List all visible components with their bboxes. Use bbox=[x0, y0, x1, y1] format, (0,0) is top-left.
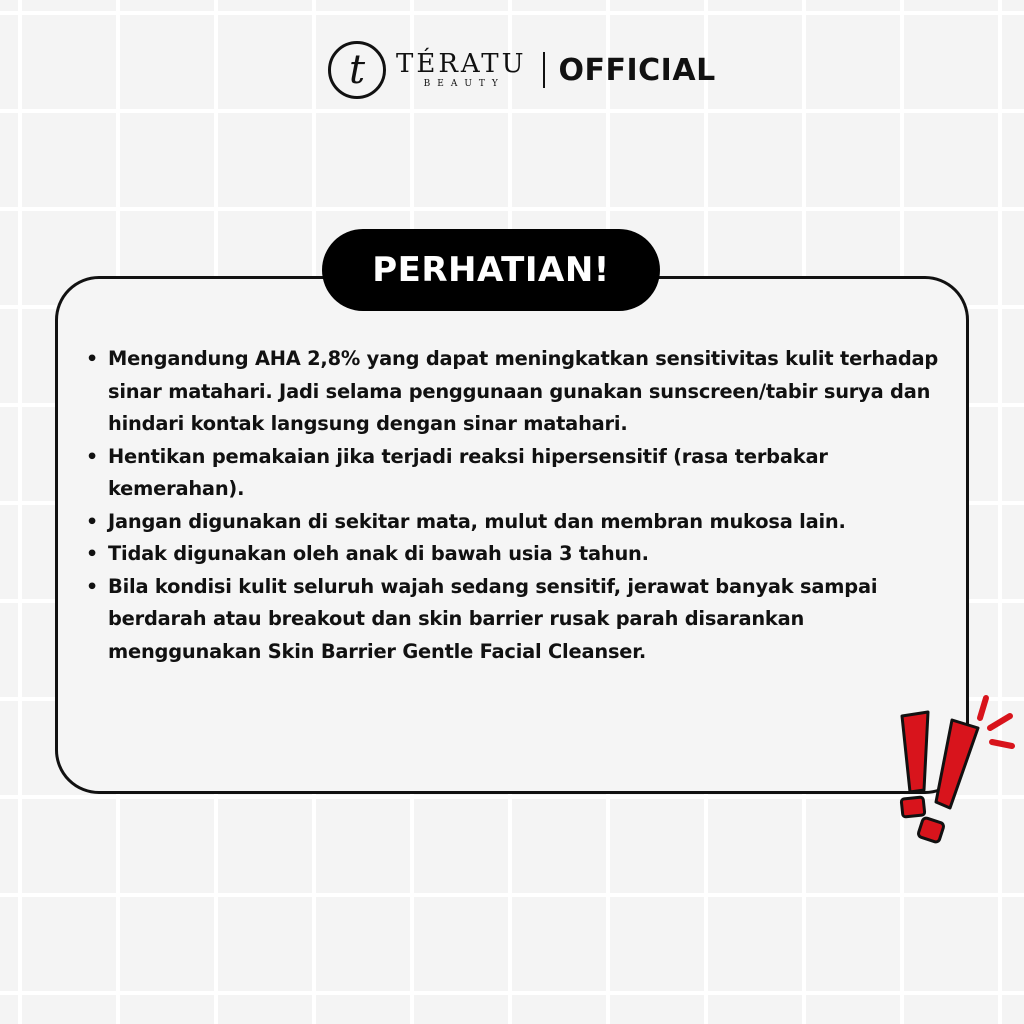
exclamation-bar-right bbox=[936, 720, 978, 808]
brand-name: TÉRATU bbox=[396, 49, 527, 79]
bullet-icon: • bbox=[86, 445, 98, 468]
exclamation-dot-right bbox=[917, 817, 944, 843]
exclamation-bar-left bbox=[902, 712, 928, 792]
brand-header bbox=[328, 38, 716, 102]
exclamation-dot-left bbox=[901, 797, 925, 817]
brand-wordmark bbox=[396, 50, 527, 90]
list-item-text: Bila kondisi kulit seluruh wajah sedang sensitif, jerawat banyak sampai berdarah atau breakout dan skin barrier rusak parah disarankan menggunakan Skin Barrier Gentle Facial Cleanser. bbox=[108, 574, 878, 663]
list-item bbox=[86, 506, 958, 539]
header-divider bbox=[543, 52, 545, 88]
list-item bbox=[86, 343, 958, 441]
logo-glyph: t bbox=[348, 47, 366, 93]
bullet-icon: • bbox=[86, 510, 98, 533]
list-item bbox=[86, 571, 958, 669]
notice-title: PERHATIAN! bbox=[372, 250, 610, 290]
brand-subtitle: BEAUTY bbox=[423, 79, 505, 89]
list-item bbox=[86, 538, 958, 571]
double-exclamation-icon bbox=[890, 690, 1020, 850]
official-label: OFFICIAL bbox=[558, 52, 716, 88]
list-item-text: Hentikan pemakaian jika terjadi reaksi hipersensitif (rasa terbakar kemerahan). bbox=[108, 444, 828, 500]
bullet-icon: • bbox=[86, 575, 98, 598]
teratu-logo-icon bbox=[328, 41, 386, 99]
spark-line-2 bbox=[990, 716, 1010, 728]
bullet-icon: • bbox=[86, 543, 98, 565]
bullet-icon: • bbox=[86, 348, 98, 370]
spark-line-3 bbox=[992, 742, 1012, 746]
list-item-text: Jangan digunakan di sekitar mata, mulut dan membran mukosa lain. bbox=[108, 509, 846, 533]
notice-title-badge bbox=[322, 229, 660, 311]
list-item bbox=[86, 441, 958, 506]
list-item-text: Mengandung AHA 2,8% yang dapat meningkatkan sensitivitas kulit terhadap sinar matahari. Jadi selama penggunaan gunakan sunscreen/tabir surya dan hindari kontak langsung dengan sinar matahari. bbox=[108, 347, 939, 435]
list-item-text: Tidak digunakan oleh anak di bawah usia 3 tahun. bbox=[108, 542, 649, 565]
notice-list bbox=[86, 343, 958, 668]
spark-line-1 bbox=[980, 698, 986, 718]
